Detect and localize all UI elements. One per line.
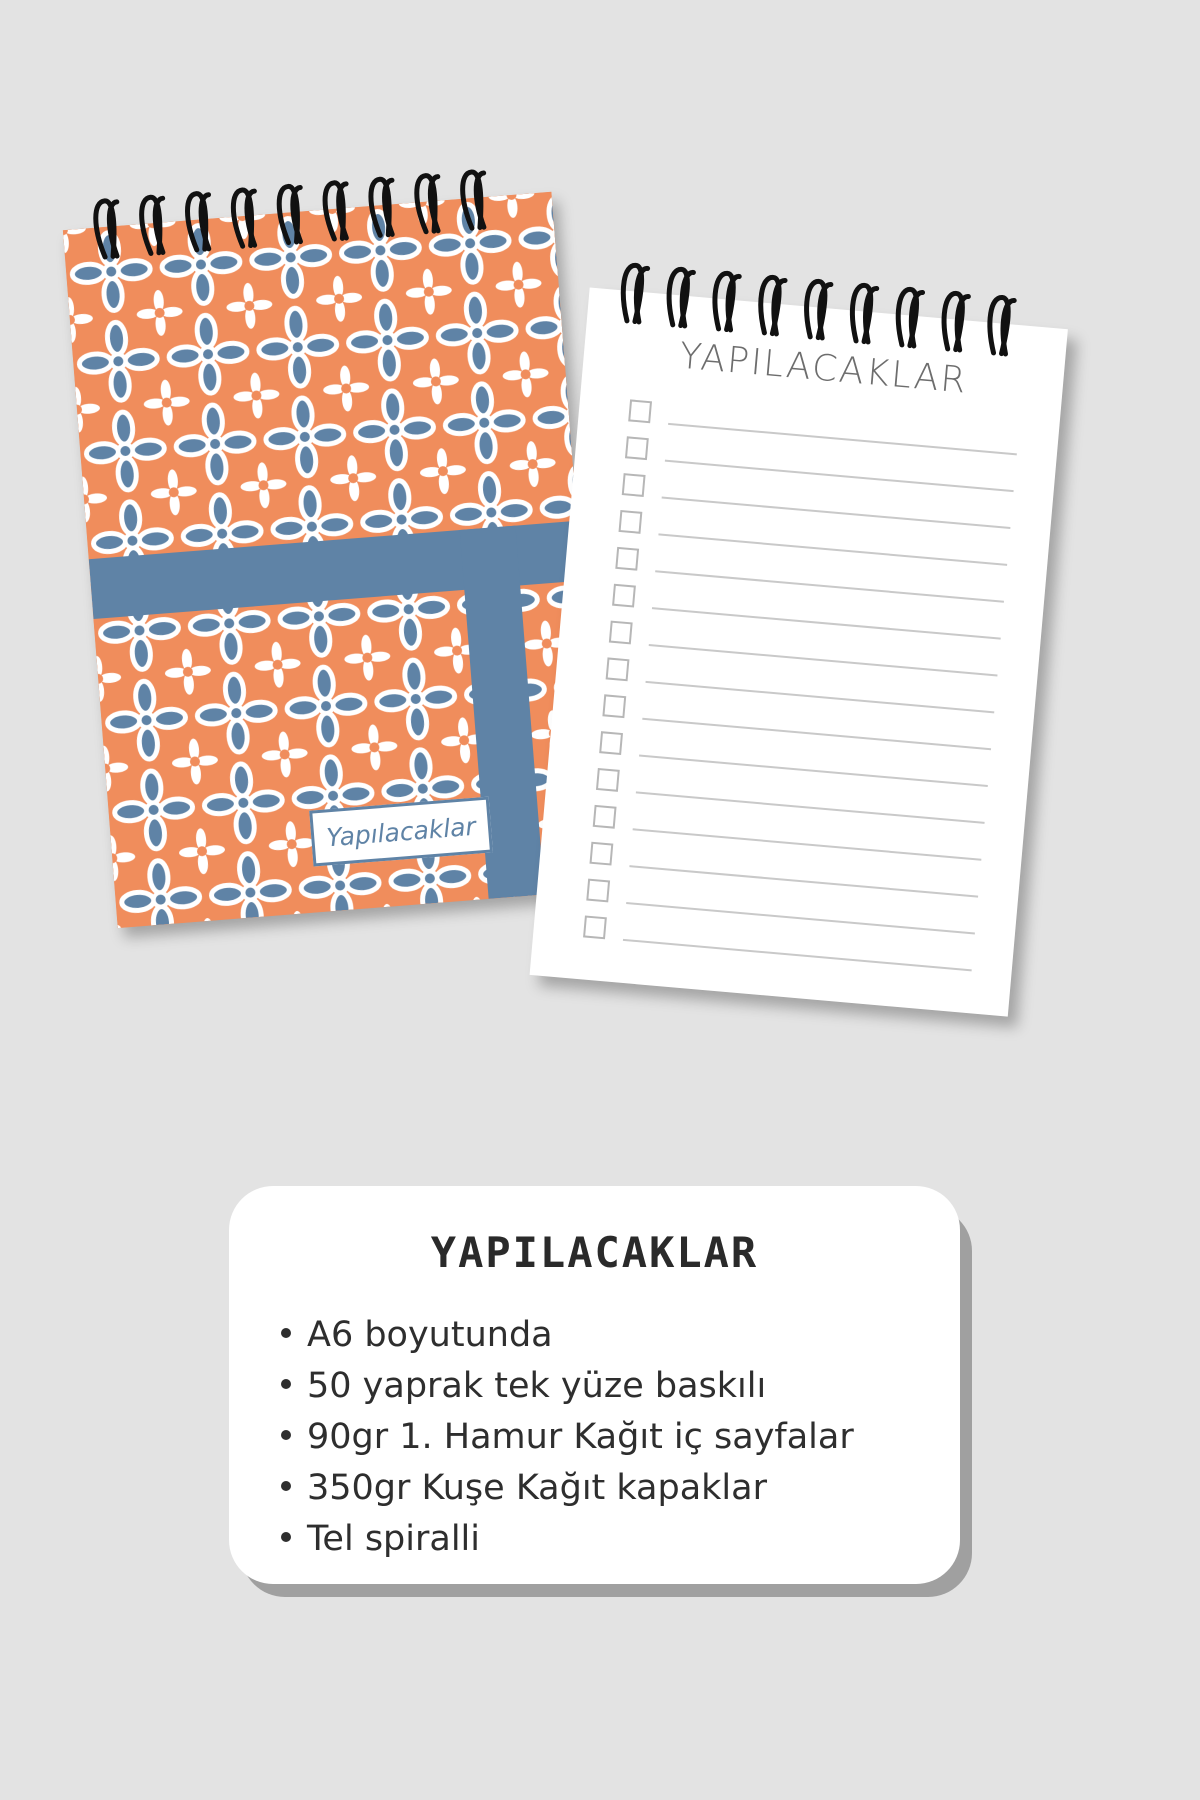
feature-item bbox=[281, 1310, 854, 1361]
cover-title-label: Yapılacaklar bbox=[309, 797, 493, 867]
feature-item bbox=[281, 1412, 854, 1463]
feature-text: Tel spiralli bbox=[307, 1519, 481, 1559]
checkbox bbox=[599, 731, 623, 755]
checkbox bbox=[589, 842, 613, 866]
checkbox bbox=[596, 768, 620, 792]
feature-text: A6 boyutunda bbox=[307, 1315, 553, 1355]
checkbox bbox=[586, 879, 610, 903]
checkbox bbox=[609, 621, 633, 645]
checkbox bbox=[628, 399, 652, 423]
checkbox bbox=[615, 547, 639, 571]
feature-item bbox=[281, 1463, 854, 1514]
info-card-title: YAPILACAKLAR bbox=[430, 1228, 759, 1277]
checkbox bbox=[606, 657, 630, 681]
checkbox bbox=[583, 915, 607, 939]
bullet-icon bbox=[281, 1379, 291, 1389]
feature-text: 50 yaprak tek yüze baskılı bbox=[307, 1366, 767, 1406]
checkbox bbox=[625, 436, 649, 460]
checkbox bbox=[612, 584, 636, 608]
checklist-title: YAPILACAKLAR bbox=[677, 335, 970, 402]
bullet-icon bbox=[281, 1532, 291, 1542]
feature-item bbox=[281, 1514, 854, 1565]
checkbox bbox=[602, 694, 626, 718]
bullet-icon bbox=[281, 1328, 291, 1338]
checklist-page bbox=[530, 287, 1068, 1016]
writing-line bbox=[623, 939, 972, 971]
feature-item bbox=[281, 1361, 854, 1412]
feature-text: 90gr 1. Hamur Kağıt iç sayfalar bbox=[307, 1417, 854, 1457]
bullet-icon bbox=[281, 1430, 291, 1440]
checkbox bbox=[619, 510, 643, 534]
info-card bbox=[229, 1186, 960, 1584]
bullet-icon bbox=[281, 1481, 291, 1491]
feature-text: 350gr Kuşe Kağıt kapaklar bbox=[307, 1468, 767, 1508]
checkbox bbox=[622, 473, 646, 497]
feature-list bbox=[281, 1310, 854, 1565]
notebook-cover bbox=[63, 192, 606, 928]
checklist-notebook bbox=[529, 248, 1092, 1029]
checkbox bbox=[593, 805, 617, 829]
cover-notebook bbox=[60, 152, 607, 928]
